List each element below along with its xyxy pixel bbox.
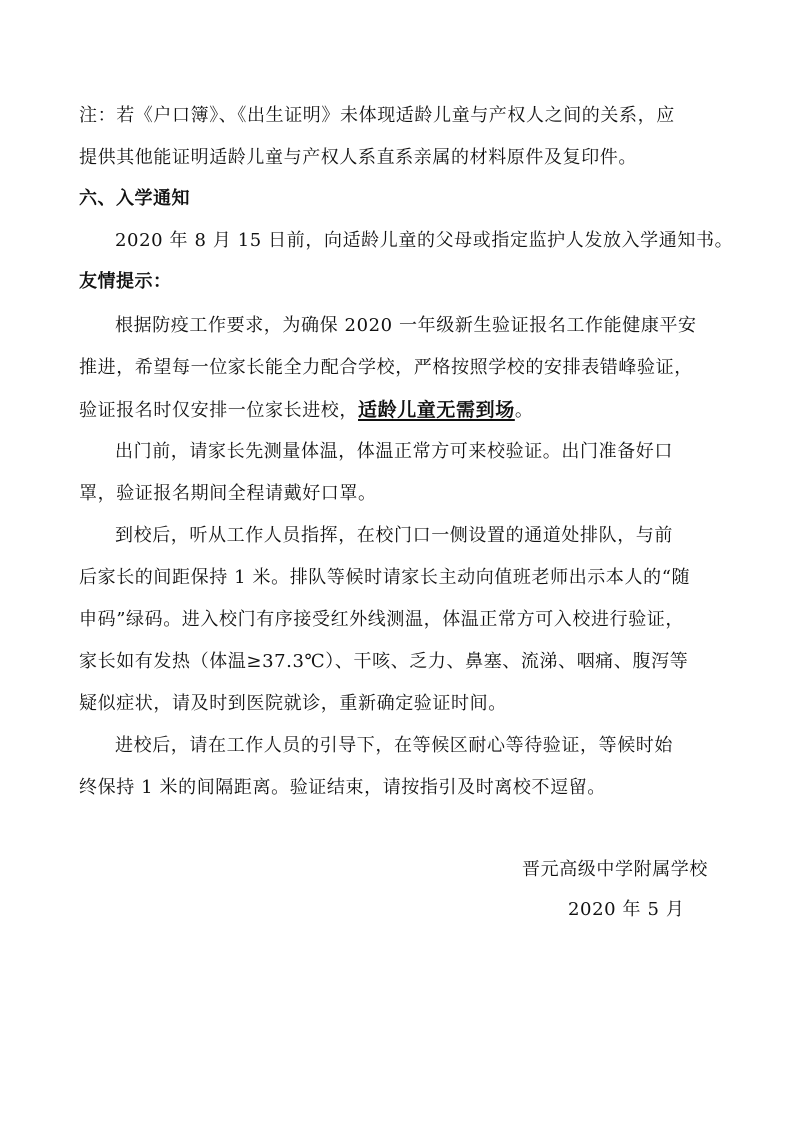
note-line-2: 提供其他能证明适龄儿童与产权人系直系亲属的材料原件及复印件。 bbox=[79, 147, 637, 168]
tips-paragraph-2-line-1: 出门前，请家长先测量体温，体温正常方可来校验证。出门准备好口 bbox=[115, 441, 673, 462]
tips-paragraph-1-line-2: 推进，希望每一位家长能全力配合学校，严格按照学校的安排表错峰验证， bbox=[79, 357, 693, 378]
signature-date: 2020 年 5 月 bbox=[568, 899, 685, 920]
children-not-required-emphasis: 适龄儿童无需到场 bbox=[358, 399, 515, 421]
tips-paragraph-3-line-1: 到校后，听从工作人员指挥，在校门口一侧设置的通道处排队，与前 bbox=[115, 525, 673, 546]
tips-paragraph-3-line-5: 疑似症状，请及时到医院就诊，重新确定验证时间。 bbox=[79, 693, 507, 714]
signature-organization: 晋元高级中学附属学校 bbox=[522, 859, 708, 880]
tips-paragraph-2-line-2: 罩，验证报名期间全程请戴好口罩。 bbox=[79, 483, 377, 504]
tips-paragraph-3-line-4: 家长如有发热（体温≥37.3℃）、干咳、乏力、鼻塞、流涕、咽痛、腹泻等 bbox=[79, 651, 689, 672]
tips-paragraph-1-line-3 bbox=[79, 398, 719, 423]
section-heading-admission-notice: 六、入学通知 bbox=[79, 188, 190, 209]
tips-paragraph-1-line-3-prefix: 验证报名时仅安排一位家长进校， bbox=[79, 400, 358, 421]
tips-paragraph-4-line-2: 终保持 1 米的间隔距离。验证结束，请按指引及时离校不逗留。 bbox=[79, 777, 606, 798]
admission-notice-text: 2020 年 8 月 15 日前，向适龄儿童的父母或指定监护人发放入学通知书。 bbox=[115, 230, 734, 251]
note-line-1: 注：若《户口簿》、《出生证明》未体现适龄儿童与产权人之间的关系，应 bbox=[79, 105, 675, 126]
tips-paragraph-1-line-1: 根据防疫工作要求，为确保 2020 一年级新生验证报名工作能健康平安 bbox=[115, 315, 697, 336]
tips-paragraph-3-line-3: 申码”绿码。进入校门有序接受红外线测温，体温正常方可入校进行验证， bbox=[79, 609, 684, 630]
tips-paragraph-1-line-3-suffix: 。 bbox=[514, 400, 534, 421]
tips-paragraph-4-line-1: 进校后，请在工作人员的引导下，在等候区耐心等待验证，等候时始 bbox=[115, 735, 673, 756]
tips-paragraph-3-line-2: 后家长的间距保持 1 米。排队等候时请家长主动向值班老师出示本人的“随 bbox=[79, 567, 691, 588]
tips-heading: 友情提示： bbox=[79, 271, 172, 292]
